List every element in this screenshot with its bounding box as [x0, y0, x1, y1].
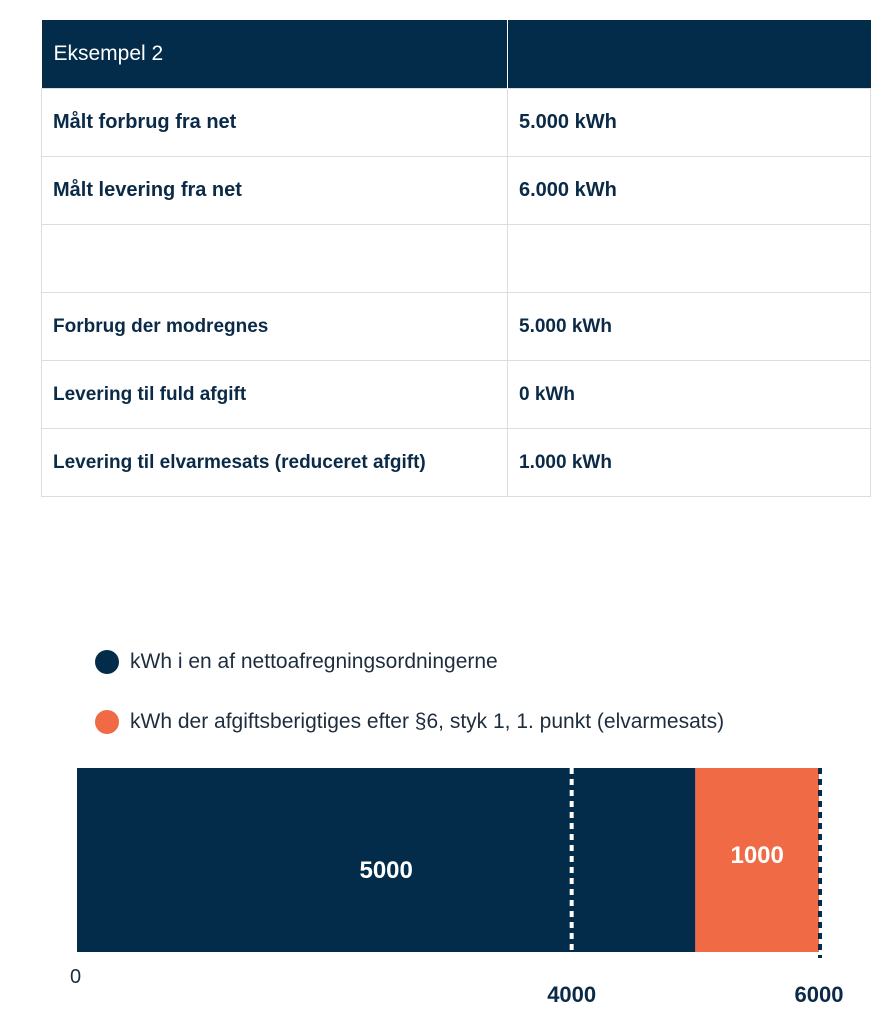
row-value: 1.000 kWh — [508, 429, 871, 497]
legend-label: kWh der afgiftsberigtiges efter §6, styk 1, 1. punkt (elvarmesats) — [130, 710, 725, 733]
table-title: Eksempel 2 — [42, 20, 508, 89]
row-label: Levering til elvarmesats (reduceret afgift) — [42, 429, 508, 497]
x-tick-label: 6000 — [794, 982, 844, 1007]
row-label: Målt levering fra net — [42, 157, 508, 225]
x-tick-label: 4000 — [547, 982, 597, 1007]
row-value: 5.000 kWh — [508, 89, 871, 157]
row-value: 0 kWh — [508, 361, 871, 429]
bar-value-label: 1000 — [730, 842, 784, 869]
row-label: Levering til fuld afgift — [42, 361, 508, 429]
legend-label: kWh i en af nettoafregningsordningerne — [130, 650, 498, 673]
row-label: Forbrug der modregnes — [42, 293, 508, 361]
x-tick-label: 0 — [70, 966, 82, 988]
row-value: 6.000 kWh — [508, 157, 871, 225]
bar-value-label: 5000 — [359, 857, 413, 884]
row-label: Målt forbrug fra net — [42, 89, 508, 157]
row-value: 5.000 kWh — [508, 293, 871, 361]
